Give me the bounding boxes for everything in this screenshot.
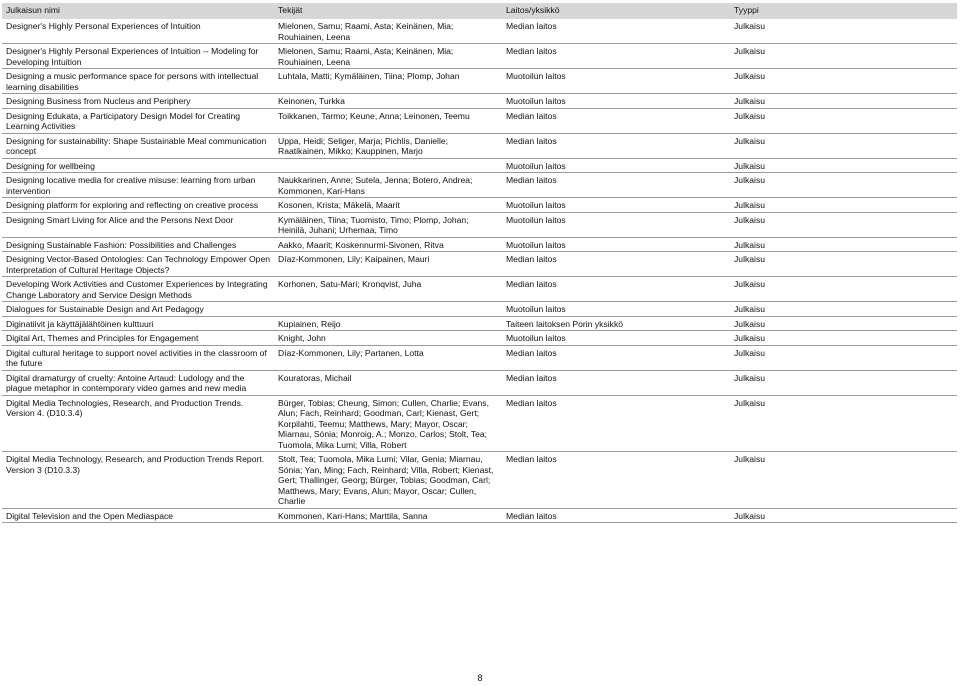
cell-type: Julkaisu xyxy=(730,69,957,94)
cell-publication-name: Digital Art, Themes and Principles for Engagement xyxy=(2,331,274,346)
cell-authors: Luhtala, Matti; Kymäläinen, Tiina; Plomp, Johan xyxy=(274,69,502,94)
cell-publication-name: Digital cultural heritage to support novel activities in the classroom of the future xyxy=(2,345,274,370)
table-row xyxy=(2,395,957,452)
cell-authors xyxy=(274,158,502,173)
cell-department: Muotoilun laitos xyxy=(502,158,730,173)
table-row xyxy=(2,452,957,509)
cell-type: Julkaisu xyxy=(730,395,957,452)
cell-department: Muotoilun laitos xyxy=(502,69,730,94)
cell-type: Julkaisu xyxy=(730,19,957,44)
cell-department: Median laitos xyxy=(502,277,730,302)
table-row xyxy=(2,316,957,331)
table-row xyxy=(2,252,957,277)
table-row xyxy=(2,370,957,395)
cell-publication-name: Developing Work Activities and Customer Experiences by Integrating Change Laboratory and Service Design Methods xyxy=(2,277,274,302)
cell-authors: Kouratoras, Michail xyxy=(274,370,502,395)
cell-publication-name: Designer's Highly Personal Experiences of Intuition xyxy=(2,19,274,44)
cell-authors: Kymäläinen, Tiina; Tuomisto, Timo; Plomp, Johan; Heinilä, Juhani; Urhemaa, Timo xyxy=(274,212,502,237)
cell-type: Julkaisu xyxy=(730,158,957,173)
cell-authors: Mielonen, Samu; Raami, Asta; Keinänen, Mia; Rouhiainen, Leena xyxy=(274,44,502,69)
table-row xyxy=(2,212,957,237)
cell-type: Julkaisu xyxy=(730,302,957,317)
cell-department: Median laitos xyxy=(502,452,730,509)
cell-type: Julkaisu xyxy=(730,508,957,523)
cell-department: Muotoilun laitos xyxy=(502,198,730,213)
header-department: Laitos/yksikkö xyxy=(502,3,730,19)
cell-type: Julkaisu xyxy=(730,252,957,277)
table-row xyxy=(2,331,957,346)
cell-authors: Naukkarinen, Anne; Sutela, Jenna; Botero, Andrea; Kommonen, Kari-Hans xyxy=(274,173,502,198)
cell-authors: Mielonen, Samu; Raami, Asta; Keinänen, Mia; Rouhiainen, Leena xyxy=(274,19,502,44)
cell-type: Julkaisu xyxy=(730,133,957,158)
table-row xyxy=(2,158,957,173)
cell-publication-name: Designer's Highly Personal Experiences of Intuition -- Modeling for Developing Intuition xyxy=(2,44,274,69)
cell-authors: Díaz-Kommonen, Lily; Kaipainen, Mauri xyxy=(274,252,502,277)
cell-type: Julkaisu xyxy=(730,452,957,509)
table-row xyxy=(2,198,957,213)
cell-type: Julkaisu xyxy=(730,173,957,198)
cell-publication-name: Digital Television and the Open Mediaspace xyxy=(2,508,274,523)
cell-department: Median laitos xyxy=(502,252,730,277)
cell-publication-name: Designing Sustainable Fashion: Possibilities and Challenges xyxy=(2,237,274,252)
cell-authors xyxy=(274,302,502,317)
publications-table xyxy=(2,3,957,523)
table-row xyxy=(2,44,957,69)
cell-publication-name: Designing platform for exploring and reflecting on creative process xyxy=(2,198,274,213)
cell-publication-name: Designing Edukata, a Participatory Design Model for Creating Learning Activities xyxy=(2,108,274,133)
cell-publication-name: Dialogues for Sustainable Design and Art Pedagogy xyxy=(2,302,274,317)
cell-publication-name: Designing Smart Living for Alice and the Persons Next Door xyxy=(2,212,274,237)
cell-type: Julkaisu xyxy=(730,277,957,302)
table-row xyxy=(2,345,957,370)
cell-authors: Korhonen, Satu-Mari; Kronqvist, Juha xyxy=(274,277,502,302)
cell-department: Median laitos xyxy=(502,370,730,395)
cell-publication-name: Diginatiivit ja käyttäjälähtöinen kulttuuri xyxy=(2,316,274,331)
cell-authors: Kosonen, Krista; Mäkelä, Maarit xyxy=(274,198,502,213)
table-row xyxy=(2,133,957,158)
cell-department: Median laitos xyxy=(502,108,730,133)
cell-department: Median laitos xyxy=(502,508,730,523)
cell-publication-name: Designing Vector-Based Ontologies: Can Technology Empower Open Interpretation of Cultural Heritage Objects? xyxy=(2,252,274,277)
cell-department: Muotoilun laitos xyxy=(502,94,730,109)
cell-type: Julkaisu xyxy=(730,316,957,331)
cell-authors: Keinonen, Turkka xyxy=(274,94,502,109)
cell-type: Julkaisu xyxy=(730,370,957,395)
cell-publication-name: Designing for wellbeing xyxy=(2,158,274,173)
cell-authors: Kommonen, Kari-Hans; Marttila, Sanna xyxy=(274,508,502,523)
cell-type: Julkaisu xyxy=(730,198,957,213)
cell-authors: Díaz-Kommonen, Lily; Partanen, Lotta xyxy=(274,345,502,370)
table-row xyxy=(2,94,957,109)
cell-authors: Kupiainen, Reijo xyxy=(274,316,502,331)
table-row xyxy=(2,108,957,133)
page-number: 8 xyxy=(477,673,483,683)
cell-authors: Bürger, Tobias; Cheung, Simon; Cullen, Charlie; Evans, Alun; Fach, Reinhard; Goodman, Carl; Kienast, Gert; Korpilahti, Teemu; Matthews, Mary; Mayor, Oscar; Miarnau, Sónia; Monroig, A.; Monzo, Carlos; Stolt, Tea; Tuomola, Mika Lumi; Villa, Robert xyxy=(274,395,502,452)
header-publication-name: Julkaisun nimi xyxy=(2,3,274,19)
cell-publication-name: Designing for sustainability: Shape Sustainable Meal communication concept xyxy=(2,133,274,158)
cell-type: Julkaisu xyxy=(730,108,957,133)
cell-department: Median laitos xyxy=(502,44,730,69)
table-row xyxy=(2,173,957,198)
table-row xyxy=(2,19,957,44)
cell-department: Median laitos xyxy=(502,345,730,370)
cell-publication-name: Digital dramaturgy of cruelty: Antoine Artaud: Ludology and the plague metaphor in contemporary video games and new media xyxy=(2,370,274,395)
cell-department: Muotoilun laitos xyxy=(502,331,730,346)
cell-department: Median laitos xyxy=(502,395,730,452)
cell-department: Median laitos xyxy=(502,173,730,198)
cell-authors: Knight, John xyxy=(274,331,502,346)
cell-type: Julkaisu xyxy=(730,331,957,346)
cell-department: Taiteen laitoksen Porin yksikkö xyxy=(502,316,730,331)
header-type: Tyyppi xyxy=(730,3,957,19)
cell-department: Muotoilun laitos xyxy=(502,302,730,317)
table-row xyxy=(2,237,957,252)
cell-publication-name: Designing Business from Nucleus and Periphery xyxy=(2,94,274,109)
table-row xyxy=(2,508,957,523)
table-row xyxy=(2,69,957,94)
table-row xyxy=(2,277,957,302)
cell-type: Julkaisu xyxy=(730,237,957,252)
cell-department: Median laitos xyxy=(502,133,730,158)
cell-department: Median laitos xyxy=(502,19,730,44)
cell-publication-name: Designing locative media for creative misuse: learning from urban intervention xyxy=(2,173,274,198)
cell-publication-name: Designing a music performance space for persons with intellectual learning disabilities xyxy=(2,69,274,94)
cell-publication-name: Digital Media Technologies, Research, and Production Trends. Version 4. (D10.3.4) xyxy=(2,395,274,452)
cell-authors: Toikkanen, Tarmo; Keune, Anna; Leinonen, Teemu xyxy=(274,108,502,133)
cell-authors: Uppa, Heidi; Seliger, Marja; Pichlis, Danielle; Raatikainen, Mikko; Kauppinen, Marjo xyxy=(274,133,502,158)
cell-publication-name: Digital Media Technology, Research, and Production Trends Report. Version 3 (D10.3.3) xyxy=(2,452,274,509)
cell-type: Julkaisu xyxy=(730,212,957,237)
cell-type: Julkaisu xyxy=(730,44,957,69)
cell-department: Muotoilun laitos xyxy=(502,212,730,237)
table-header-row xyxy=(2,3,957,19)
header-authors: Tekijät xyxy=(274,3,502,19)
cell-type: Julkaisu xyxy=(730,345,957,370)
cell-authors: Stolt, Tea; Tuomola, Mika Lumi; Vilar, Genia; Miarnau, Sónia; Yan, Ming; Fach, Reinhard; Villa, Robert; Kienast, Gert; Thallinger, Georg; Bürger, Tobias; Goodman, Carl; Matthews, Mary; Evans, Alun; Mayor, Oscar; Cullen, Charlie xyxy=(274,452,502,509)
cell-authors: Aakko, Maarit; Koskennurmi-Sivonen, Ritva xyxy=(274,237,502,252)
cell-type: Julkaisu xyxy=(730,94,957,109)
cell-department: Muotoilun laitos xyxy=(502,237,730,252)
table-row xyxy=(2,302,957,317)
